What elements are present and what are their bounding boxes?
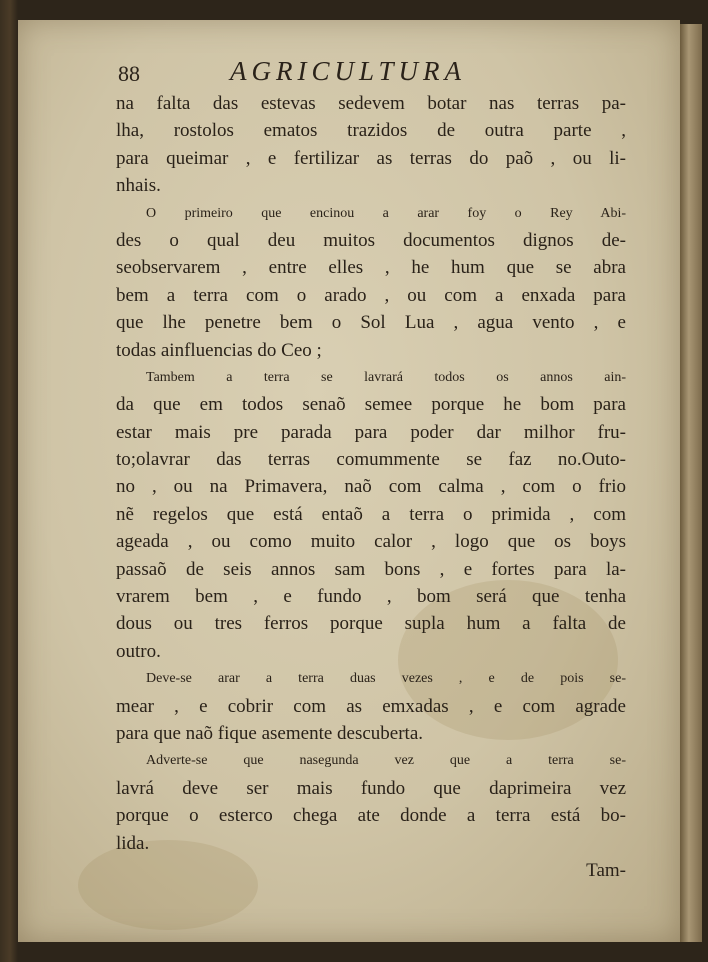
text-line: porque o esterco chega ate donde a terra está bo- bbox=[116, 805, 626, 827]
text-line: Tambem a terra se lavrará todos os annos ain- bbox=[146, 369, 626, 385]
text-line: outro. bbox=[116, 640, 161, 662]
text-line: estar mais pre parada para poder dar milhor fru- bbox=[116, 421, 626, 443]
text-line: que lhe penetre bem o Sol Lua , agua vento , e bbox=[116, 312, 626, 334]
text-line: vrarem bem , e fundo , bom será que tenha bbox=[116, 586, 626, 608]
page-number: 88 bbox=[118, 61, 140, 86]
text-line: des o qual deu muitos documentos dignos de- bbox=[116, 229, 626, 251]
facing-page-edge bbox=[680, 24, 702, 942]
text-line: dous ou tres ferros porque supla hum a falta de bbox=[116, 613, 626, 635]
text-line: mear , e cobrir com as emxadas , e com agrade bbox=[116, 695, 626, 717]
text-line: todas ainfluencias do Ceo ; bbox=[116, 339, 322, 361]
text-line: na falta das estevas sedevem botar nas terras pa- bbox=[116, 93, 626, 114]
body-text bbox=[116, 90, 626, 857]
text-line: no , ou na Primavera, naõ com calma , com o frio bbox=[116, 476, 626, 498]
running-head: AGRICULTURA bbox=[230, 56, 466, 86]
text-line: da que em todos senaõ semee porque he bom para bbox=[116, 394, 626, 416]
catchword: Tam- bbox=[586, 859, 626, 881]
text-line: lavrá deve ser mais fundo que daprimeira vez bbox=[116, 777, 626, 799]
text-line: seobservarem , entre elles , he hum que se abra bbox=[116, 257, 626, 279]
text-line: ageada , ou como muito calor , logo que os boys bbox=[116, 531, 626, 553]
text-line: para queimar , e fertilizar as terras do paõ , ou li- bbox=[116, 147, 626, 169]
text-line: passaõ de seis annos sam bons , e fortes para la- bbox=[116, 558, 626, 580]
text-line: to;olavrar das terras comummente se faz no.Outo- bbox=[116, 449, 626, 471]
text-line: O primeiro que encinou a arar foy o Rey Abi- bbox=[146, 205, 626, 221]
page-text-block bbox=[116, 58, 626, 884]
text-line: lida. bbox=[116, 832, 150, 854]
text-line: bem a terra com o arado , ou com a enxada para bbox=[116, 284, 626, 306]
text-line: para que naõ fique asemente descuberta. bbox=[116, 722, 424, 744]
text-line: nhais. bbox=[116, 175, 161, 197]
page-header bbox=[116, 58, 626, 90]
text-line: Adverte-se que nasegunda vez que a terra se- bbox=[146, 753, 626, 769]
text-line: Deve-se arar a terra duas vezes , e de pois se- bbox=[146, 671, 626, 687]
text-line: nẽ regelos que está entaõ a terra o primida , com bbox=[116, 503, 626, 525]
text-line: lha, rostolos ematos trazidos de outra parte , bbox=[116, 120, 626, 142]
